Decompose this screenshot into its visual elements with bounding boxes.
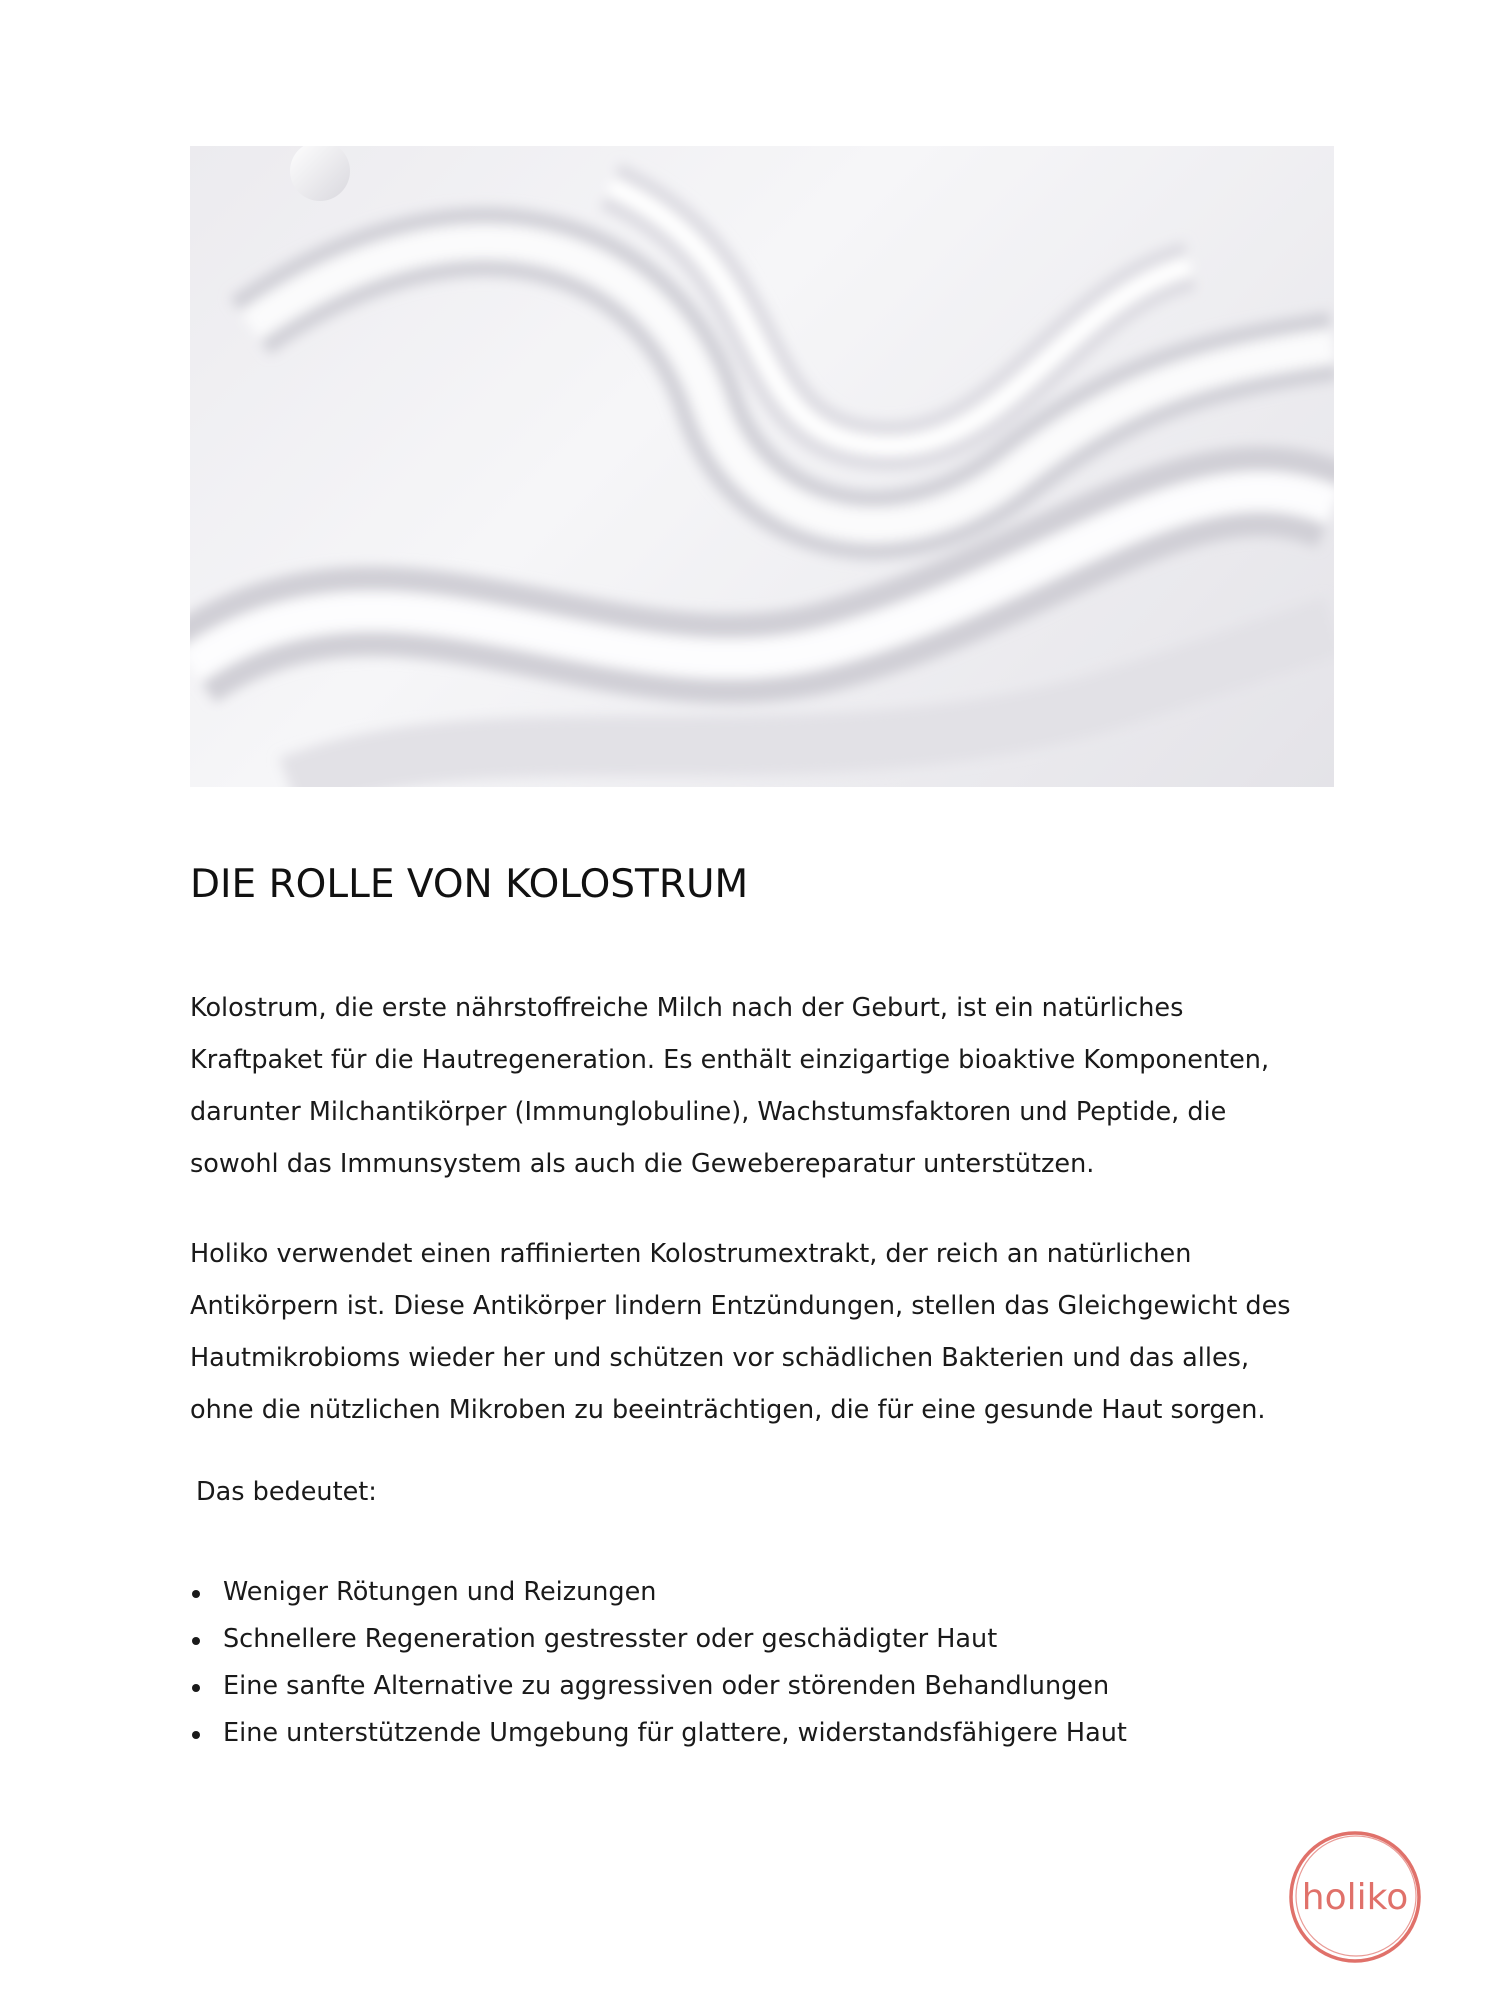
paragraph-holiko-extract: [190, 1228, 1291, 1436]
text-line: Kolostrum, die erste nährstoffreiche Milch nach der Geburt, ist ein natürliches: [190, 993, 1184, 1023]
list-item: Eine sanfte Alternative zu aggressiven oder störenden Behandlungen: [190, 1663, 1127, 1710]
text-line: Kraftpaket für die Hautregeneration. Es enthält einzigartige bioaktive Komponenten,: [190, 1045, 1270, 1075]
text-line: Hautmikrobioms wieder her und schützen vor schädlichen Bakterien und das alles,: [190, 1343, 1250, 1373]
list-item: Weniger Rötungen und Reizungen: [190, 1569, 1127, 1616]
text-line: Holiko verwendet einen raffinierten Kolostrumextrakt, der reich an natürlichen: [190, 1239, 1192, 1269]
list-item: Eine unterstützende Umgebung für glattere, widerstandsfähigere Haut: [190, 1710, 1127, 1757]
page-title: DIE ROLLE VON KOLOSTRUM: [190, 862, 749, 907]
list-lead: Das bedeutet:: [196, 1477, 377, 1507]
list-item: Schnellere Regeneration gestresster oder geschädigter Haut: [190, 1616, 1127, 1663]
svg-text:holiko: holiko: [1301, 1877, 1409, 1918]
paragraph-kolostrum-intro: [190, 982, 1269, 1190]
text-line: ohne die nützlichen Mikroben zu beeinträchtigen, die für eine gesunde Haut sorgen.: [190, 1395, 1266, 1425]
text-line: Antikörpern ist. Diese Antikörper lindern Entzündungen, stellen das Gleichgewicht des: [190, 1291, 1291, 1321]
text-line: sowohl das Immunsystem als auch die Gewebereparatur unterstützen.: [190, 1149, 1095, 1179]
text-line: darunter Milchantikörper (Immunglobuline), Wachstumsfaktoren und Peptide, die: [190, 1097, 1227, 1127]
holiko-logo: [1286, 1829, 1424, 1965]
benefits-list: [190, 1569, 1127, 1757]
hero-image-cream-swirl: [190, 146, 1334, 787]
